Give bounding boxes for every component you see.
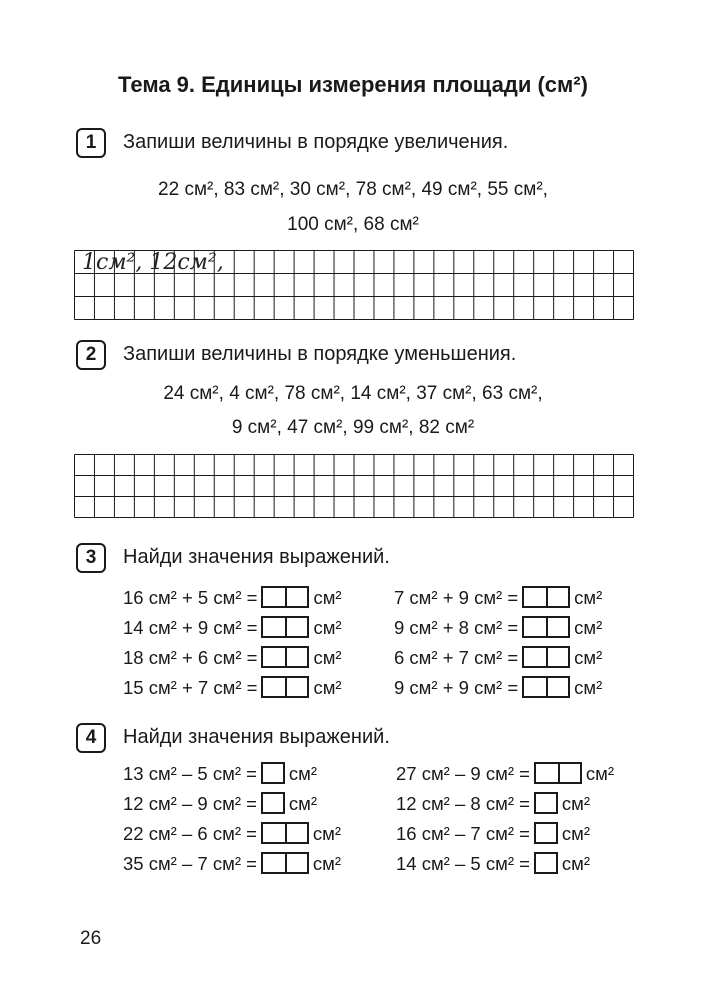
answer-box[interactable] xyxy=(261,822,309,844)
task-1-handwritten-answer: 1см², 12см², xyxy=(82,250,224,275)
expression: 6 см² + 7 см² = xyxy=(394,647,519,668)
answer-box[interactable] xyxy=(261,616,309,638)
expression: 14 см² + 9 см² = xyxy=(123,617,258,638)
answer-box[interactable] xyxy=(261,762,285,784)
expression: 27 см² – 9 см² = xyxy=(396,763,530,784)
unit-label: см² xyxy=(561,853,591,874)
expression: 14 см² – 5 см² = xyxy=(396,853,530,874)
expression: 16 см² – 7 см² = xyxy=(396,823,530,844)
answer-box[interactable] xyxy=(534,792,558,814)
task-4-left-column xyxy=(123,759,341,879)
answer-box[interactable] xyxy=(534,762,582,784)
unit-label: см² xyxy=(561,823,591,844)
page-title: Тема 9. Единицы измерения площади (см²) xyxy=(118,72,588,97)
task-3-instruction: Найди значения выражений. xyxy=(123,546,390,568)
answer-box[interactable] xyxy=(534,852,558,874)
answer-box[interactable] xyxy=(522,646,570,668)
answer-box[interactable] xyxy=(261,852,309,874)
expression-row xyxy=(123,613,342,643)
task-1-instruction: Запиши величины в порядке увеличения. xyxy=(123,131,509,153)
unit-label: см² xyxy=(312,823,342,844)
unit-label: см² xyxy=(574,617,603,638)
unit-label: см² xyxy=(288,763,318,784)
unit-label: см² xyxy=(574,677,603,698)
unit-label: см² xyxy=(313,617,342,638)
expression-row xyxy=(396,819,614,849)
answer-box[interactable] xyxy=(534,822,558,844)
task-2-values-line-2: 9 см², 47 см², 99 см², 82 см² xyxy=(231,417,475,438)
expression: 13 см² – 5 см² = xyxy=(123,763,257,784)
expression-row xyxy=(396,789,614,819)
task-3-right-column xyxy=(394,583,602,703)
expression: 18 см² + 6 см² = xyxy=(123,647,258,668)
answer-box[interactable] xyxy=(261,586,309,608)
expression: 15 см² + 7 см² = xyxy=(123,677,258,698)
answer-box[interactable] xyxy=(261,646,309,668)
page-number: 26 xyxy=(80,928,102,949)
expression-row xyxy=(396,759,614,789)
answer-box[interactable] xyxy=(522,586,570,608)
expression-row xyxy=(123,819,341,849)
expression: 12 см² – 9 см² = xyxy=(123,793,257,814)
expression-row xyxy=(396,849,614,879)
expression: 7 см² + 9 см² = xyxy=(394,587,519,608)
expression-row xyxy=(123,643,342,673)
expression: 12 см² – 8 см² = xyxy=(396,793,530,814)
expression-row xyxy=(394,613,602,643)
expression-row xyxy=(394,583,602,613)
unit-label: см² xyxy=(585,763,615,784)
task-number-3: 3 xyxy=(76,543,106,573)
answer-box[interactable] xyxy=(522,676,570,698)
expression: 16 см² + 5 см² = xyxy=(123,587,258,608)
expression: 22 см² – 6 см² = xyxy=(123,823,257,844)
task-number-2: 2 xyxy=(76,340,106,370)
answer-box[interactable] xyxy=(261,792,285,814)
unit-label: см² xyxy=(561,793,591,814)
unit-label: см² xyxy=(313,587,342,608)
task-2-answer-grid[interactable] xyxy=(74,454,634,518)
expression-row xyxy=(123,673,342,703)
answer-box[interactable] xyxy=(261,676,309,698)
expression: 9 см² + 8 см² = xyxy=(394,617,519,638)
expression: 9 см² + 9 см² = xyxy=(394,677,519,698)
task-4-instruction: Найди значения выражений. xyxy=(123,726,390,748)
unit-label: см² xyxy=(313,677,342,698)
expression-row xyxy=(123,789,341,819)
task-number-4: 4 xyxy=(76,723,106,753)
unit-label: см² xyxy=(574,647,603,668)
expression-row xyxy=(123,583,342,613)
unit-label: см² xyxy=(288,793,318,814)
task-4-right-column xyxy=(396,759,614,879)
unit-label: см² xyxy=(312,853,342,874)
expression-row xyxy=(394,673,602,703)
expression-row xyxy=(123,759,341,789)
expression: 35 см² – 7 см² = xyxy=(123,853,257,874)
task-1-values-line-2: 100 см², 68 см² xyxy=(287,214,419,235)
expression-row xyxy=(123,849,341,879)
expression-row xyxy=(394,643,602,673)
task-number-1: 1 xyxy=(76,128,106,158)
task-3-left-column xyxy=(123,583,342,703)
task-2-instruction: Запиши величины в порядке уменьшения. xyxy=(123,343,517,365)
task-1-values-line-1: 22 см², 83 см², 30 см², 78 см², 49 см², 55 см², xyxy=(158,179,548,200)
answer-box[interactable] xyxy=(522,616,570,638)
unit-label: см² xyxy=(574,587,603,608)
task-2-values-line-1: 24 см², 4 см², 78 см², 14 см², 37 см², 63 см², xyxy=(163,383,543,404)
unit-label: см² xyxy=(313,647,342,668)
